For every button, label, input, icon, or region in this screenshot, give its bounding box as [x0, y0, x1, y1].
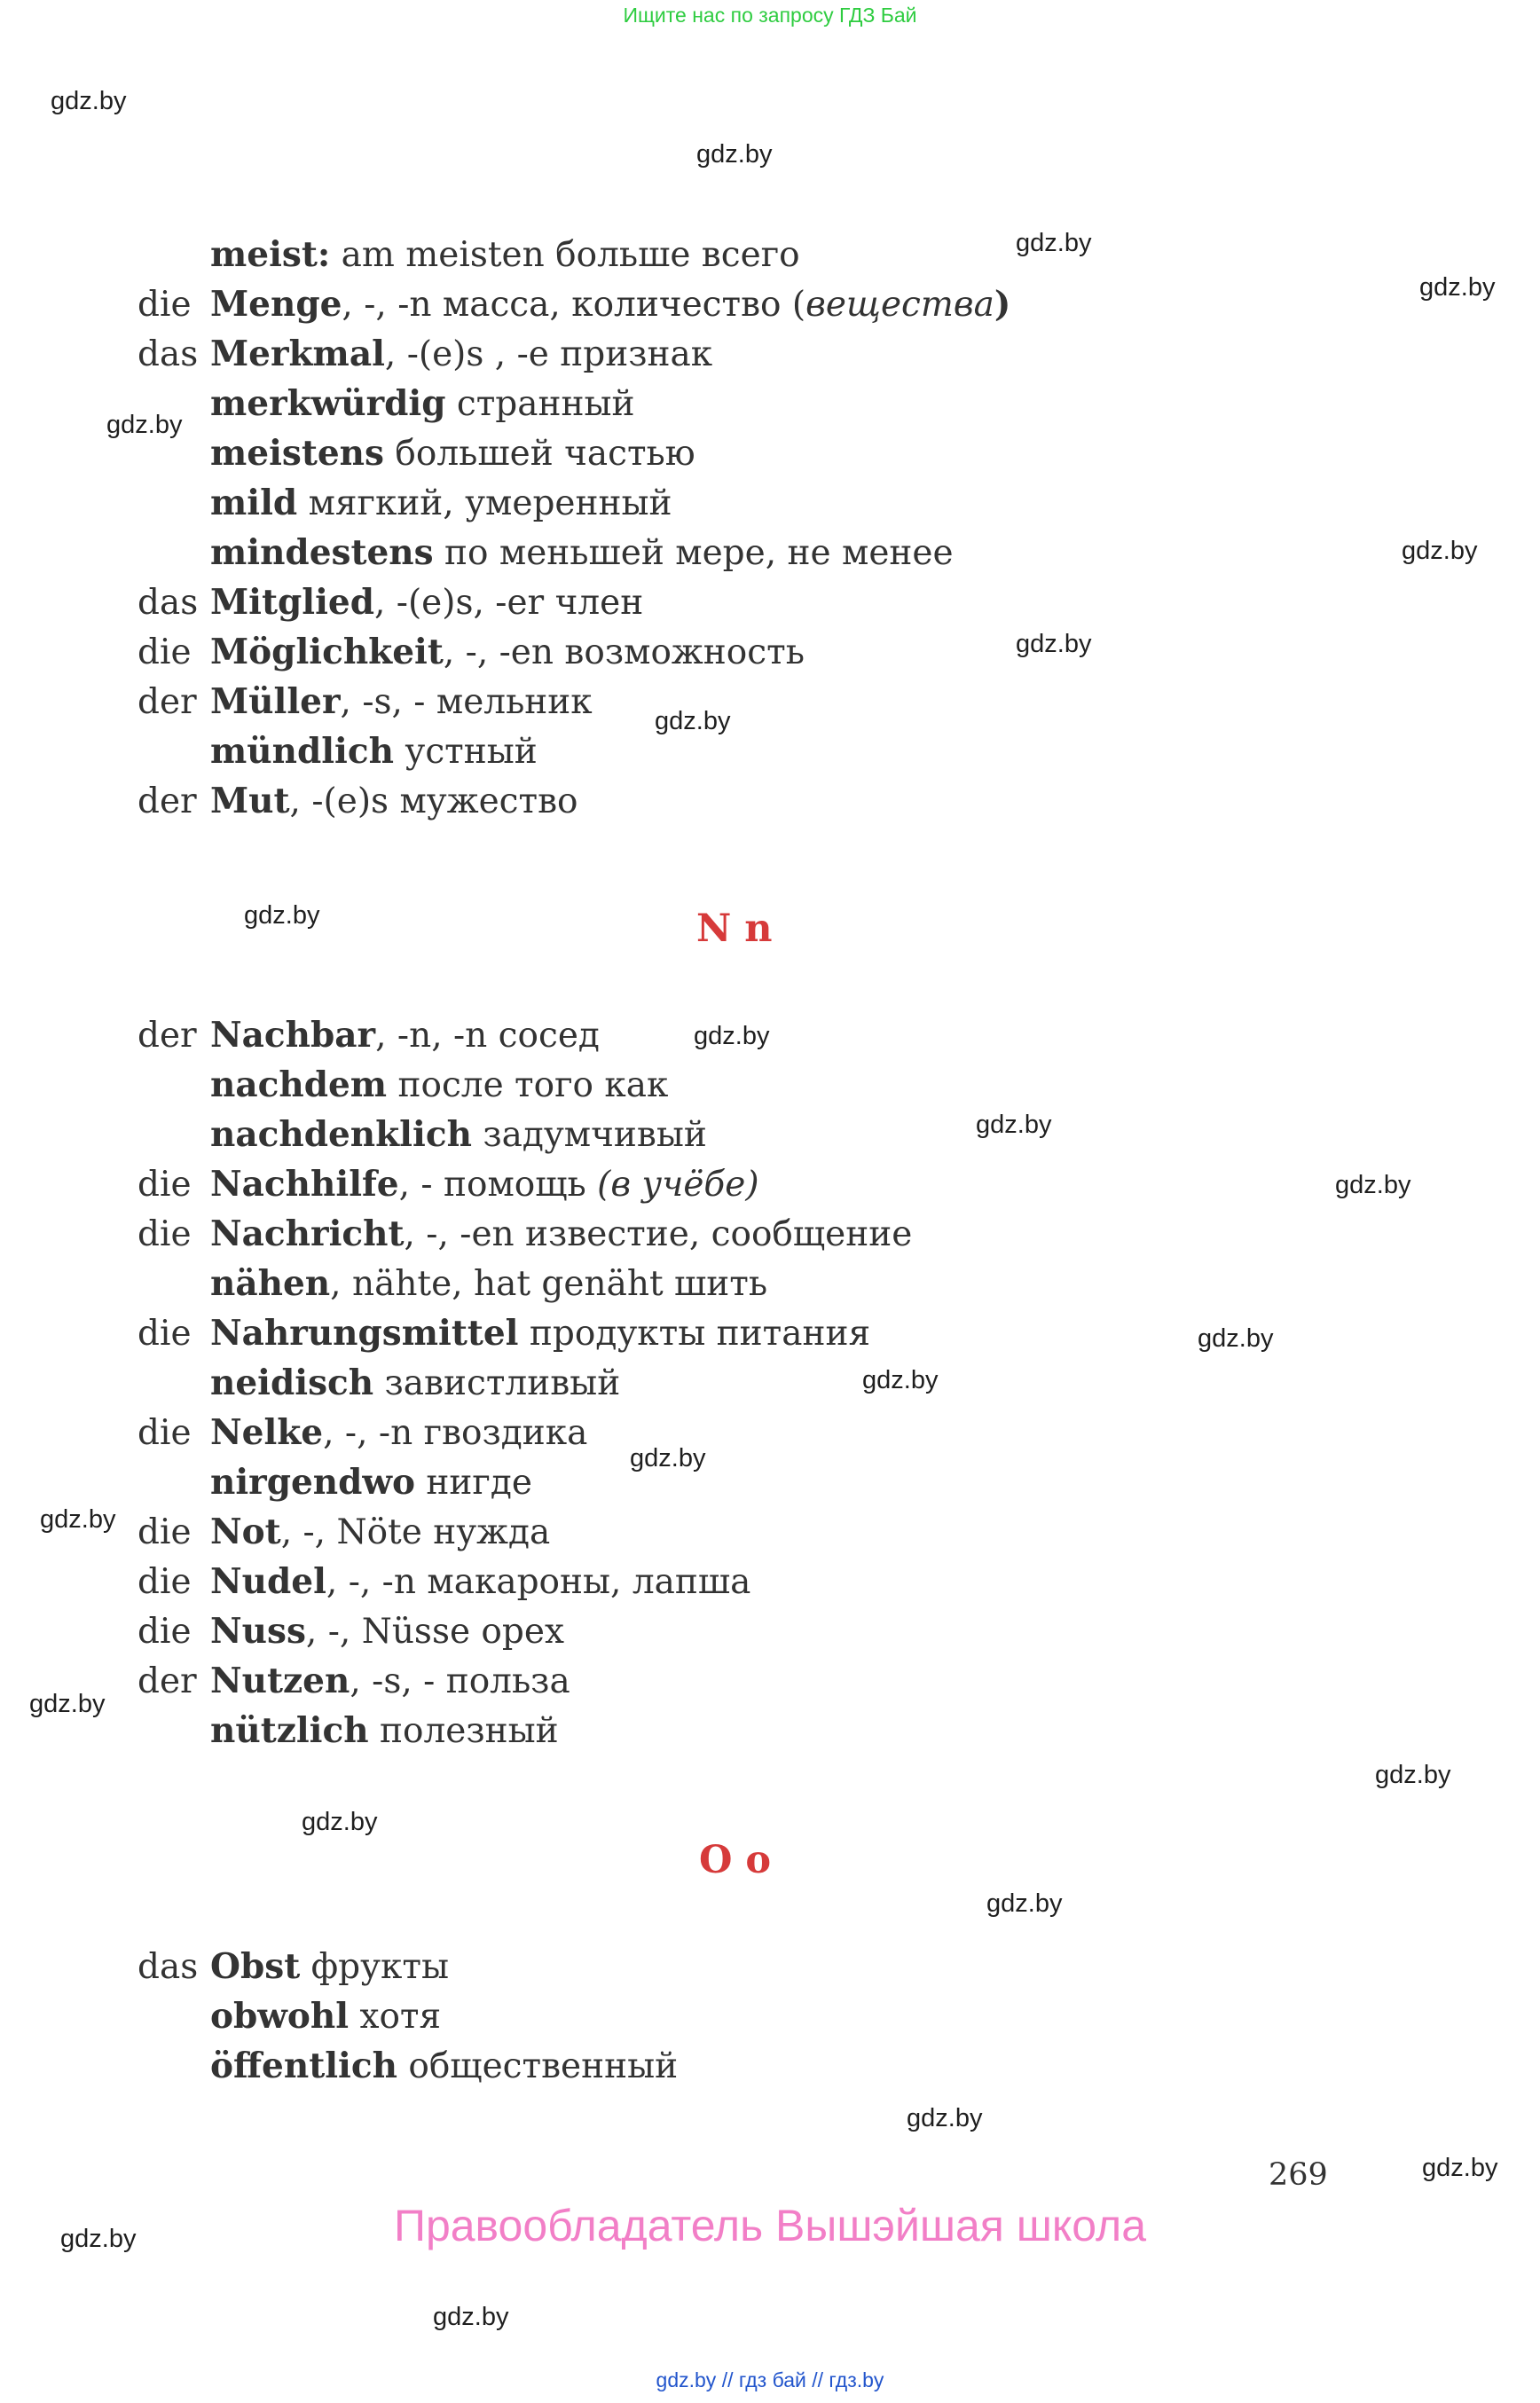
- watermark-label: gdz.by: [862, 1366, 939, 1394]
- watermark-label: gdz.by: [1016, 229, 1092, 257]
- dictionary-entry: die Nelke, -, -n гвоздика: [138, 1412, 588, 1453]
- dictionary-entry: merkwürdig странный: [210, 383, 635, 424]
- watermark-label: gdz.by: [51, 87, 127, 115]
- dictionary-entry: meistens большей частью: [210, 433, 695, 474]
- dictionary-entry: die Nuss, -, Nüsse орех: [138, 1611, 564, 1652]
- watermark-label: gdz.by: [976, 1111, 1052, 1139]
- dictionary-entry: der Mut, -(e)s мужество: [138, 781, 578, 821]
- watermark-label: gdz.by: [1419, 273, 1496, 302]
- dictionary-entry: mild мягкий, умеренный: [210, 483, 672, 523]
- watermark-label: gdz.by: [433, 2303, 509, 2331]
- dictionary-entry: nachdem после того как: [210, 1064, 669, 1105]
- watermark-label: gdz.by: [986, 1889, 1063, 1918]
- watermark-label: gdz.by: [1016, 630, 1092, 658]
- rights-holder-notice: Правообладатель Вышэйшая школа: [394, 2201, 1146, 2250]
- dictionary-entry: die Menge, -, -n масса, количество (вещества): [138, 284, 1011, 325]
- dictionary-entry: nachdenklich задумчивый: [210, 1114, 707, 1155]
- watermark-label: gdz.by: [1402, 537, 1478, 565]
- watermark-label: gdz.by: [1335, 1171, 1411, 1199]
- footer-links: gdz.by // гдз бай // гдз.by: [656, 2368, 884, 2391]
- dictionary-entry: das Mitglied, -(e)s, -er член: [138, 582, 644, 623]
- dictionary-entry: das Merkmal, -(e)s , -e признак: [138, 334, 713, 374]
- watermark-label: gdz.by: [1198, 1324, 1274, 1353]
- dictionary-entry: der Nutzen, -s, - польза: [138, 1661, 570, 1701]
- watermark-label: gdz.by: [1375, 1761, 1451, 1789]
- watermark-label: gdz.by: [630, 1444, 706, 1472]
- dictionary-entry: die Nudel, -, -n макароны, лапша: [138, 1561, 751, 1602]
- top-search-banner: Ищите нас по запросу ГДЗ Бай: [623, 4, 917, 27]
- dictionary-entry: der Müller, -s, - мельник: [138, 681, 593, 722]
- dictionary-entry: die Nachricht, -, -en известие, сообщение: [138, 1213, 913, 1254]
- watermark-label: gdz.by: [244, 901, 320, 930]
- dictionary-entry: das Obst фрукты: [138, 1946, 450, 1987]
- dictionary-entry: nähen, nähte, hat genäht шить: [210, 1263, 768, 1304]
- watermark-label: gdz.by: [106, 411, 183, 439]
- dictionary-entry: der Nachbar, -n, -n сосед: [138, 1015, 600, 1056]
- watermark-label: gdz.by: [302, 1808, 378, 1836]
- watermark-label: gdz.by: [29, 1690, 106, 1718]
- dictionary-entry: öffentlich общественный: [210, 2046, 679, 2086]
- dictionary-entry: obwohl хотя: [210, 1996, 442, 2037]
- dictionary-entry: neidisch завистливый: [210, 1362, 621, 1403]
- watermark-label: gdz.by: [1422, 2154, 1498, 2182]
- dictionary-entry: die Not, -, Nöte нужда: [138, 1512, 551, 1552]
- watermark-label: gdz.by: [694, 1022, 770, 1050]
- page-number: 269: [1269, 2157, 1328, 2193]
- watermark-label: gdz.by: [60, 2225, 137, 2253]
- section-letter-heading: N n: [696, 907, 773, 951]
- dictionary-entry: mündlich устный: [210, 731, 538, 772]
- watermark-label: gdz.by: [655, 707, 731, 735]
- dictionary-entry: nirgendwo нигде: [210, 1462, 532, 1503]
- dictionary-entry: meist: am meisten больше всего: [210, 234, 800, 275]
- watermark-label: gdz.by: [907, 2104, 983, 2132]
- dictionary-entry: die Möglichkeit, -, -en возможность: [138, 632, 805, 672]
- section-letter-heading: O o: [699, 1838, 772, 1882]
- dictionary-entry: mindestens по меньшей мере, не менее: [210, 532, 954, 573]
- watermark-label: gdz.by: [696, 140, 773, 169]
- dictionary-entry: die Nahrungsmittel продукты питания: [138, 1313, 871, 1354]
- watermark-label: gdz.by: [40, 1505, 116, 1534]
- dictionary-entry: nützlich полезный: [210, 1710, 559, 1751]
- dictionary-entry: die Nachhilfe, - помощь (в учёбе): [138, 1164, 759, 1205]
